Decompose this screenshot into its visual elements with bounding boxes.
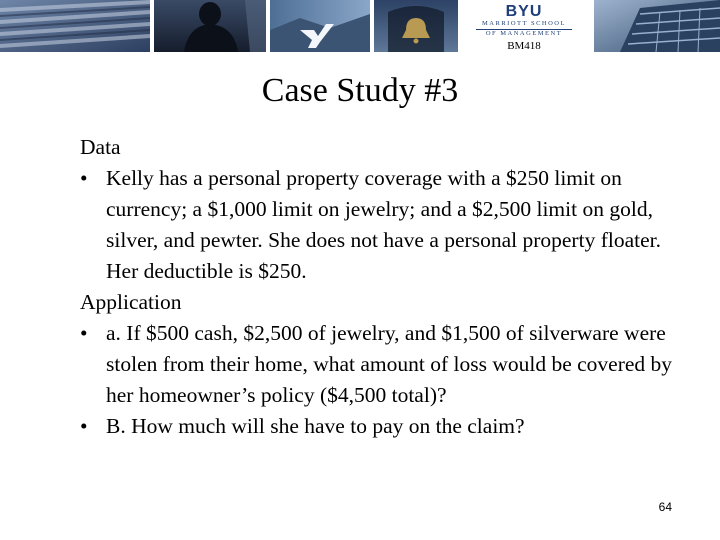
header-photo-strip <box>0 0 720 54</box>
bullet-glyph: • <box>80 166 88 190</box>
bullet-text: B. How much will she have to pay on the claim? <box>106 414 525 438</box>
bullet-text: Kelly has a personal property coverage with a $250 limit on currency; a $1,000 limit on jewelry; and a $2,500 limit on gold, silver, and pewter. She does not have a personal property floater. Her deductible is $250. <box>106 166 661 283</box>
bullet-item <box>80 318 680 411</box>
banner-bell-photo <box>374 0 458 52</box>
bullet-text: a. If $500 cash, $2,500 of jewelry, and $1,500 of silverware were stolen from their home, what amount of loss would be covered by her homeowner’s policy ($4,500 total)? <box>106 321 673 407</box>
badge-school-line: MARRIOTT SCHOOL <box>482 20 566 27</box>
slide-body <box>80 132 680 442</box>
header-banner <box>0 0 720 54</box>
page-number: 64 <box>658 500 672 514</box>
banner-modern-building-photo <box>594 0 720 52</box>
bullet-item <box>80 163 680 287</box>
section-heading-application: Application <box>80 290 182 314</box>
bullet-item <box>80 411 680 442</box>
banner-statue-photo <box>154 0 266 52</box>
badge-university-name: BYU <box>505 3 543 20</box>
section-heading-data: Data <box>80 135 121 159</box>
banner-building-photo <box>0 0 150 52</box>
badge-school-subline: OF MANAGEMENT <box>485 29 563 37</box>
bullet-glyph: • <box>80 321 88 345</box>
byu-marriott-badge <box>462 2 586 56</box>
slide-title: Case Study #3 <box>261 72 459 109</box>
bullet-glyph: • <box>80 414 88 438</box>
banner-y-mountain-photo <box>270 0 370 52</box>
course-code: BM418 <box>507 40 541 52</box>
